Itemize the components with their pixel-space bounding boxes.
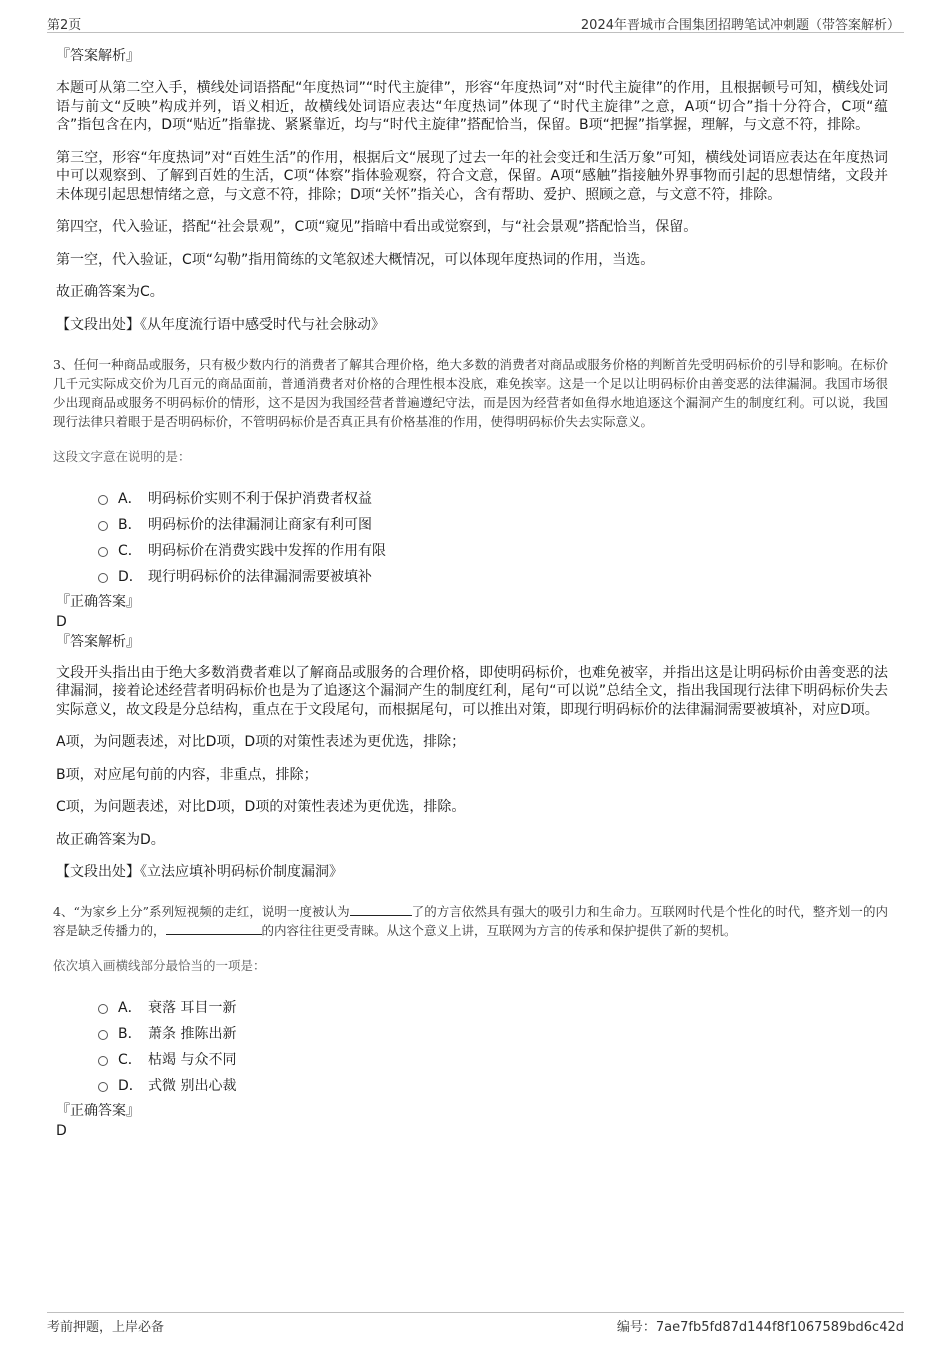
option-letter: C． — [118, 1052, 142, 1068]
radio-icon[interactable] — [98, 1082, 108, 1092]
q3-analysis-para: B项，对应尾句前的内容，非重点，排除； — [56, 766, 318, 783]
radio-icon[interactable] — [98, 547, 108, 557]
q2-conclusion: 故正确答案为C。 — [56, 284, 164, 300]
q3-analysis-label: 『答案解析』 — [56, 633, 140, 650]
option-text: 明码标价实则不利于保护消费者权益 — [148, 490, 372, 507]
option-letter: D． — [118, 568, 143, 585]
q2-analysis-para: 本题可从第二空入手，横线处词语搭配“年度热词”“时代主旋律”，形容“年度热词”对“时代主旋律”的作用，且根据顿号可知，横线处词语与前文“反映”构成并列，语义相近，故横线处词语应表达“年度热词”体现了“时代主旋律”之意，A项“切合”指十分符合，C项“蕴含”指包含在内，D项“贴近”指靠拢、紧紧靠近，均与“时代主旋律”搭配恰当，保留。B项“把握”指掌握，理解，与文意不符，排除。 — [56, 80, 888, 133]
q2-source: 【文段出处】《从年度流行语中感受时代与社会脉动》 — [56, 316, 385, 333]
option-text: 衰落 耳目一新 — [148, 1000, 237, 1016]
q4-option-d[interactable] — [98, 1072, 888, 1098]
q4-question-text — [53, 902, 888, 940]
page-content — [53, 46, 888, 1140]
q3-answer-label: 『正确答案』 — [56, 593, 140, 610]
q4-options — [98, 994, 888, 1098]
q4-answer: D — [56, 1123, 67, 1139]
footer-slogan: 考前押题，上岸必备 — [47, 1320, 165, 1335]
q3-question-text: 3、任何一种商品或服务，只有极少数内行的消费者了解其合理价格，绝大多数的消费者对商品或服务价格的判断首先受明码标价的引导和影响。在标价几千元实际成交价为几百元的商品面前，普通消费者对价格的合理性根本没底，难免挨宰。这是一个足以让明码标价由善变恶的法律漏洞。我国市场很少出现商品或服务不明码标价的情形，这不是因为我国经营者普遍遵纪守法，而是因为经营者如鱼得水地追逐这个漏洞产生的制度红利。可以说，我国现行法律只着眼于是否明码标价，不管明码标价是否真正具有价格基准的作用，使得明码标价失去实际意义。 — [53, 356, 888, 429]
option-letter: A． — [118, 1000, 142, 1016]
q3-analysis-para: C项，为问题表述，对比D项，D项的对策性表述为更优选，排除。 — [56, 799, 466, 815]
option-text: 现行明码标价的法律漏洞需要被填补 — [148, 568, 372, 585]
option-letter: B． — [118, 516, 142, 533]
radio-icon[interactable] — [98, 1030, 108, 1040]
radio-icon[interactable] — [98, 495, 108, 505]
fill-blank — [350, 903, 412, 916]
option-letter: D． — [118, 1078, 143, 1094]
document-serial: 编号：7ae7fb5fd87d144f8f1067589bd6c42d — [616, 1320, 904, 1335]
q4-answer-label: 『正确答案』 — [56, 1103, 140, 1119]
q3-conclusion: 故正确答案为D。 — [56, 831, 165, 848]
option-text: 明码标价在消费实践中发挥的作用有限 — [148, 542, 386, 559]
q2-analysis-para: 第三空，形容“年度热词”对“百姓生活”的作用，根据后文“展现了过去一年的社会变迁和生活万象”可知，横线处词语应表达在年度热词中可以观察到、了解到百姓的生活，C项“体察”指体验观察，符合文意，保留。A项“感触”指接触外界事物而引起的思想情绪，文段并未体现引起思想情绪之意，与文意不符，排除；D项“关怀”指关心，含有帮助、爱护、照顾之意，与文意不符，排除。 — [56, 149, 888, 203]
radio-icon[interactable] — [98, 1004, 108, 1014]
q2-analysis-para: 第四空，代入验证，搭配“社会景观”，C项“窥见”指暗中看出或觉察到，与“社会景观”搭配恰当，保留。 — [56, 219, 698, 235]
option-letter: C． — [118, 542, 142, 559]
radio-icon[interactable] — [98, 573, 108, 583]
q4-prompt: 依次填入画横线部分最恰当的一项是： — [53, 958, 266, 973]
q3-option-b[interactable] — [98, 511, 888, 537]
q2-analysis-para: 第一空，代入验证，C项“勾勒”指用简练的文笔叙述大概情况，可以体现年度热词的作用，当选。 — [56, 251, 655, 268]
radio-icon[interactable] — [98, 1056, 108, 1066]
radio-icon[interactable] — [98, 521, 108, 531]
page-number: 第2页 — [47, 18, 82, 33]
q4-option-a[interactable] — [98, 994, 888, 1020]
fill-blank — [166, 922, 262, 935]
option-letter: B． — [118, 1026, 142, 1042]
option-text: 枯竭 与众不同 — [148, 1052, 237, 1068]
q3-analysis-para: A项，为问题表述，对比D项，D项的对策性表述为更优选，排除； — [56, 734, 466, 750]
option-text: 萧条 推陈出新 — [148, 1026, 237, 1042]
q4-option-b[interactable] — [98, 1020, 888, 1046]
q3-analysis-para: 文段开头指出由于绝大多数消费者难以了解商品或服务的合理价格，即使明码标价，也难免被宰，并指出这是让明码标价由善变恶的法律漏洞，接着论述经营者明码标价也是为了追逐这个漏洞产生的制度红利，尾句“可以说”总结全文，指出我国现行法律下明码标价失去实际意义，故文段是分总结构，重点在于文段尾句，而根据尾句，可以推出对策，即现行明码标价的法律漏洞需要被填补，对应D项。 — [56, 664, 888, 718]
q3-prompt: 这段文字意在说明的是： — [53, 448, 191, 464]
q4-text-part: 了的方言依然具有强大的吸引力和生命力。互联网时代是个性化的时代，整齐划一的内容是缺乏传播力的， — [53, 904, 888, 938]
q3-option-a[interactable] — [98, 485, 888, 511]
document-title: 2024年晋城市合围集团招聘笔试冲刺题（带答案解析） — [580, 18, 900, 33]
q2-analysis-label: 『答案解析』 — [56, 48, 140, 64]
q3-option-d[interactable] — [98, 563, 888, 589]
page-footer — [47, 1312, 904, 1335]
q4-text-part: 4、“为家乡上分”系列短视频的走红，说明一度被认为 — [53, 904, 350, 919]
q4-option-c[interactable] — [98, 1046, 888, 1072]
option-letter: A． — [118, 490, 142, 507]
q3-answer: D — [56, 613, 67, 630]
q3-source: 【文段出处】《立法应填补明码标价制度漏洞》 — [56, 864, 343, 880]
option-text: 明码标价的法律漏洞让商家有利可图 — [148, 516, 372, 533]
page-header — [47, 12, 904, 33]
q3-option-c[interactable] — [98, 537, 888, 563]
q3-options — [98, 485, 888, 589]
option-text: 式微 别出心裁 — [148, 1078, 237, 1094]
q4-text-part: 的内容往往更受青睐。从这个意义上讲，互联网为方言的传承和保护提供了新的契机。 — [261, 923, 737, 938]
